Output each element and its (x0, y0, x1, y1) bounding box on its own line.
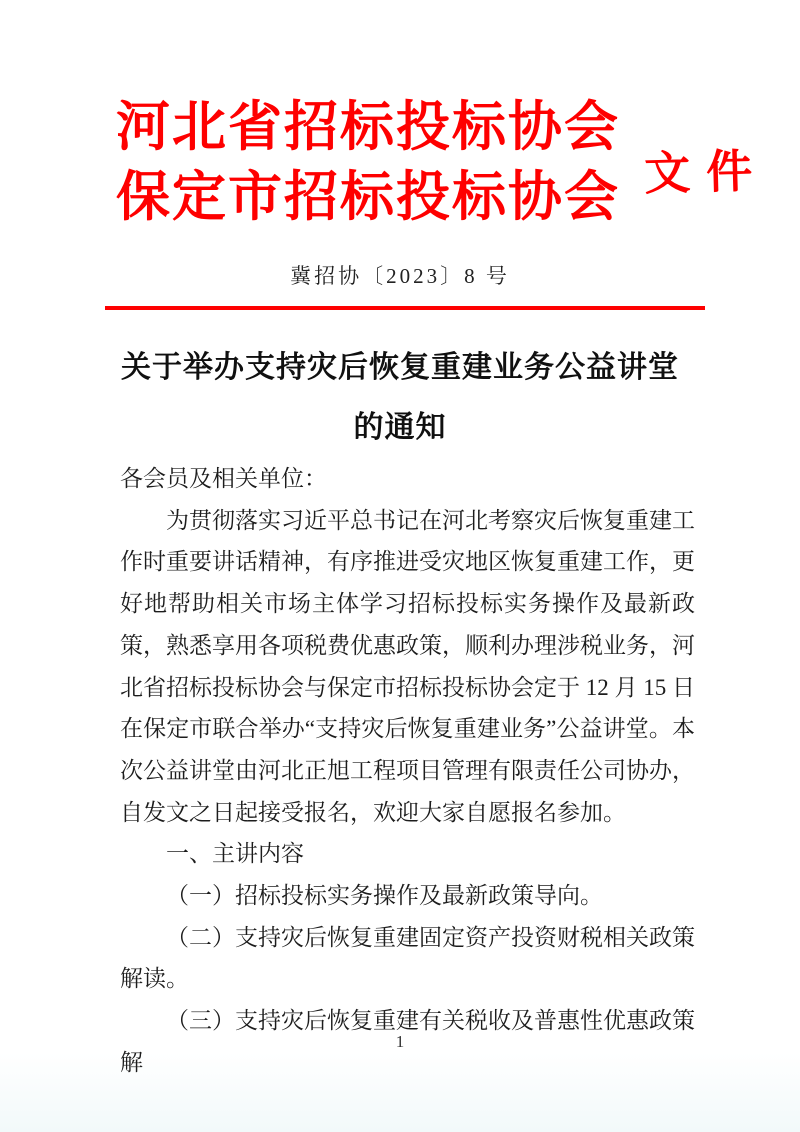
list-item-2: （二）支持灾后恢复重建固定资产投资财税相关政策解读。 (120, 924, 695, 992)
doc-title (0, 338, 800, 458)
issuer-names (116, 92, 620, 232)
paragraph-main: 为贯彻落实习近平总书记在河北考察灾后恢复重建工作时重要讲话精神，有序推进受灾地区恢复重建工作，更好地帮助相关市场主体学习招标投标实务操作及最新政策，熟悉享用各项税费优惠政策，顺利办理涉税业务，河北省招标投标协会与保定市招标投标协会定于 12 月 15 日在保定市联合举办“支持灾后恢复重建业务”公益讲堂。本次公益讲堂由河北正旭工程项目管理有限责任公司协办，自发文之日起接受报名，欢迎大家自愿报名参加。 (120, 507, 695, 825)
doc-number: 冀招协〔2023〕8 号 (290, 264, 510, 288)
list-item-3: （三）支持灾后恢复重建有关税收及普惠性优惠政策解 (120, 1008, 695, 1075)
salutation: 各会员及相关单位： (120, 466, 327, 491)
section-heading-1: 一、主讲内容 (166, 841, 304, 867)
doc-body (120, 458, 695, 1084)
letterhead (0, 0, 800, 232)
doc-title-line-1: 关于举办支持灾后恢复重建业务公益讲堂 (121, 351, 679, 384)
doc-title-line-2: 的通知 (353, 411, 447, 444)
doc-type-label: 文件 (643, 145, 769, 200)
issuer-line-1: 河北省招标投标协会 (116, 97, 620, 157)
page-number: 1 (395, 1032, 405, 1051)
red-divider-rule (105, 306, 705, 310)
list-item-1: （一）招标投标实务操作及最新政策导向。 (166, 883, 603, 909)
issuer-line-2: 保定市招标投标协会 (116, 167, 620, 227)
